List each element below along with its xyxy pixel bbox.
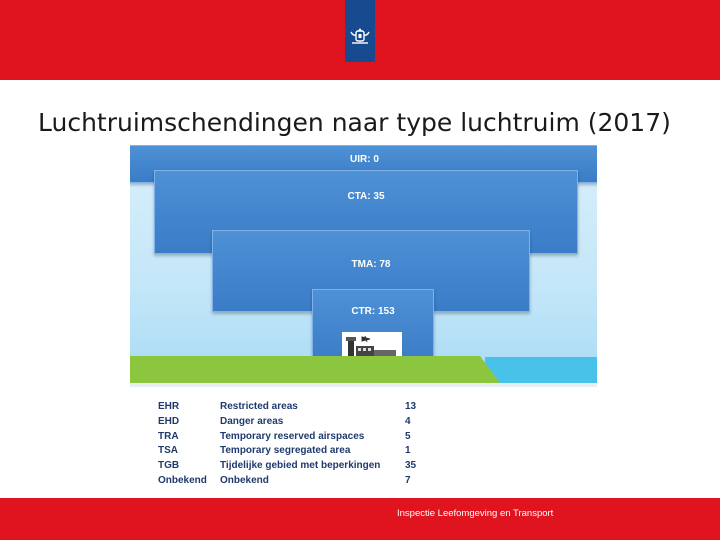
airport-illustration xyxy=(342,332,402,359)
footer-bar xyxy=(0,498,720,540)
land xyxy=(130,356,500,383)
legend-code: TRA xyxy=(158,430,179,442)
airspace-label: CTA: 35 xyxy=(347,191,385,202)
legend-name: Temporary reserved airspaces xyxy=(220,430,365,442)
airspace-label: UIR: 0 xyxy=(350,154,379,165)
coat-of-arms-icon xyxy=(348,26,372,46)
legend-name: Temporary segregated area xyxy=(220,445,351,457)
legend-code: TSA xyxy=(158,445,178,457)
control-tower-icon xyxy=(342,332,402,359)
airspace-label: CTR: 153 xyxy=(351,306,395,317)
airspace-diagram xyxy=(130,145,597,492)
legend-count: 35 xyxy=(405,460,417,472)
airspace-label: TMA: 78 xyxy=(351,259,391,270)
header-bar xyxy=(0,0,720,80)
legend-count: 1 xyxy=(405,445,411,457)
legend-count: 4 xyxy=(405,415,411,427)
slide-title: Luchtruimschendingen naar type luchtruim (2017) xyxy=(38,108,671,137)
legend-name: Onbekend xyxy=(220,474,269,486)
legend-count: 5 xyxy=(405,430,411,442)
legend-code: EHD xyxy=(158,415,180,427)
legend-code: TGB xyxy=(158,460,180,472)
sea xyxy=(485,357,597,383)
logo-ribbon xyxy=(345,0,375,62)
legend-name: Tijdelijke gebied met beperkingen xyxy=(220,460,381,472)
legend-count: 13 xyxy=(405,401,417,412)
footer-organization: Inspectie Leefomgeving en Transport xyxy=(397,508,554,519)
legend-name: Restricted areas xyxy=(220,401,298,412)
legend-count: 7 xyxy=(405,474,411,486)
ground-edge xyxy=(130,383,597,387)
legend-code: EHR xyxy=(158,401,180,412)
legend-name: Danger areas xyxy=(220,415,284,427)
legend-code: Onbekend xyxy=(158,474,207,486)
